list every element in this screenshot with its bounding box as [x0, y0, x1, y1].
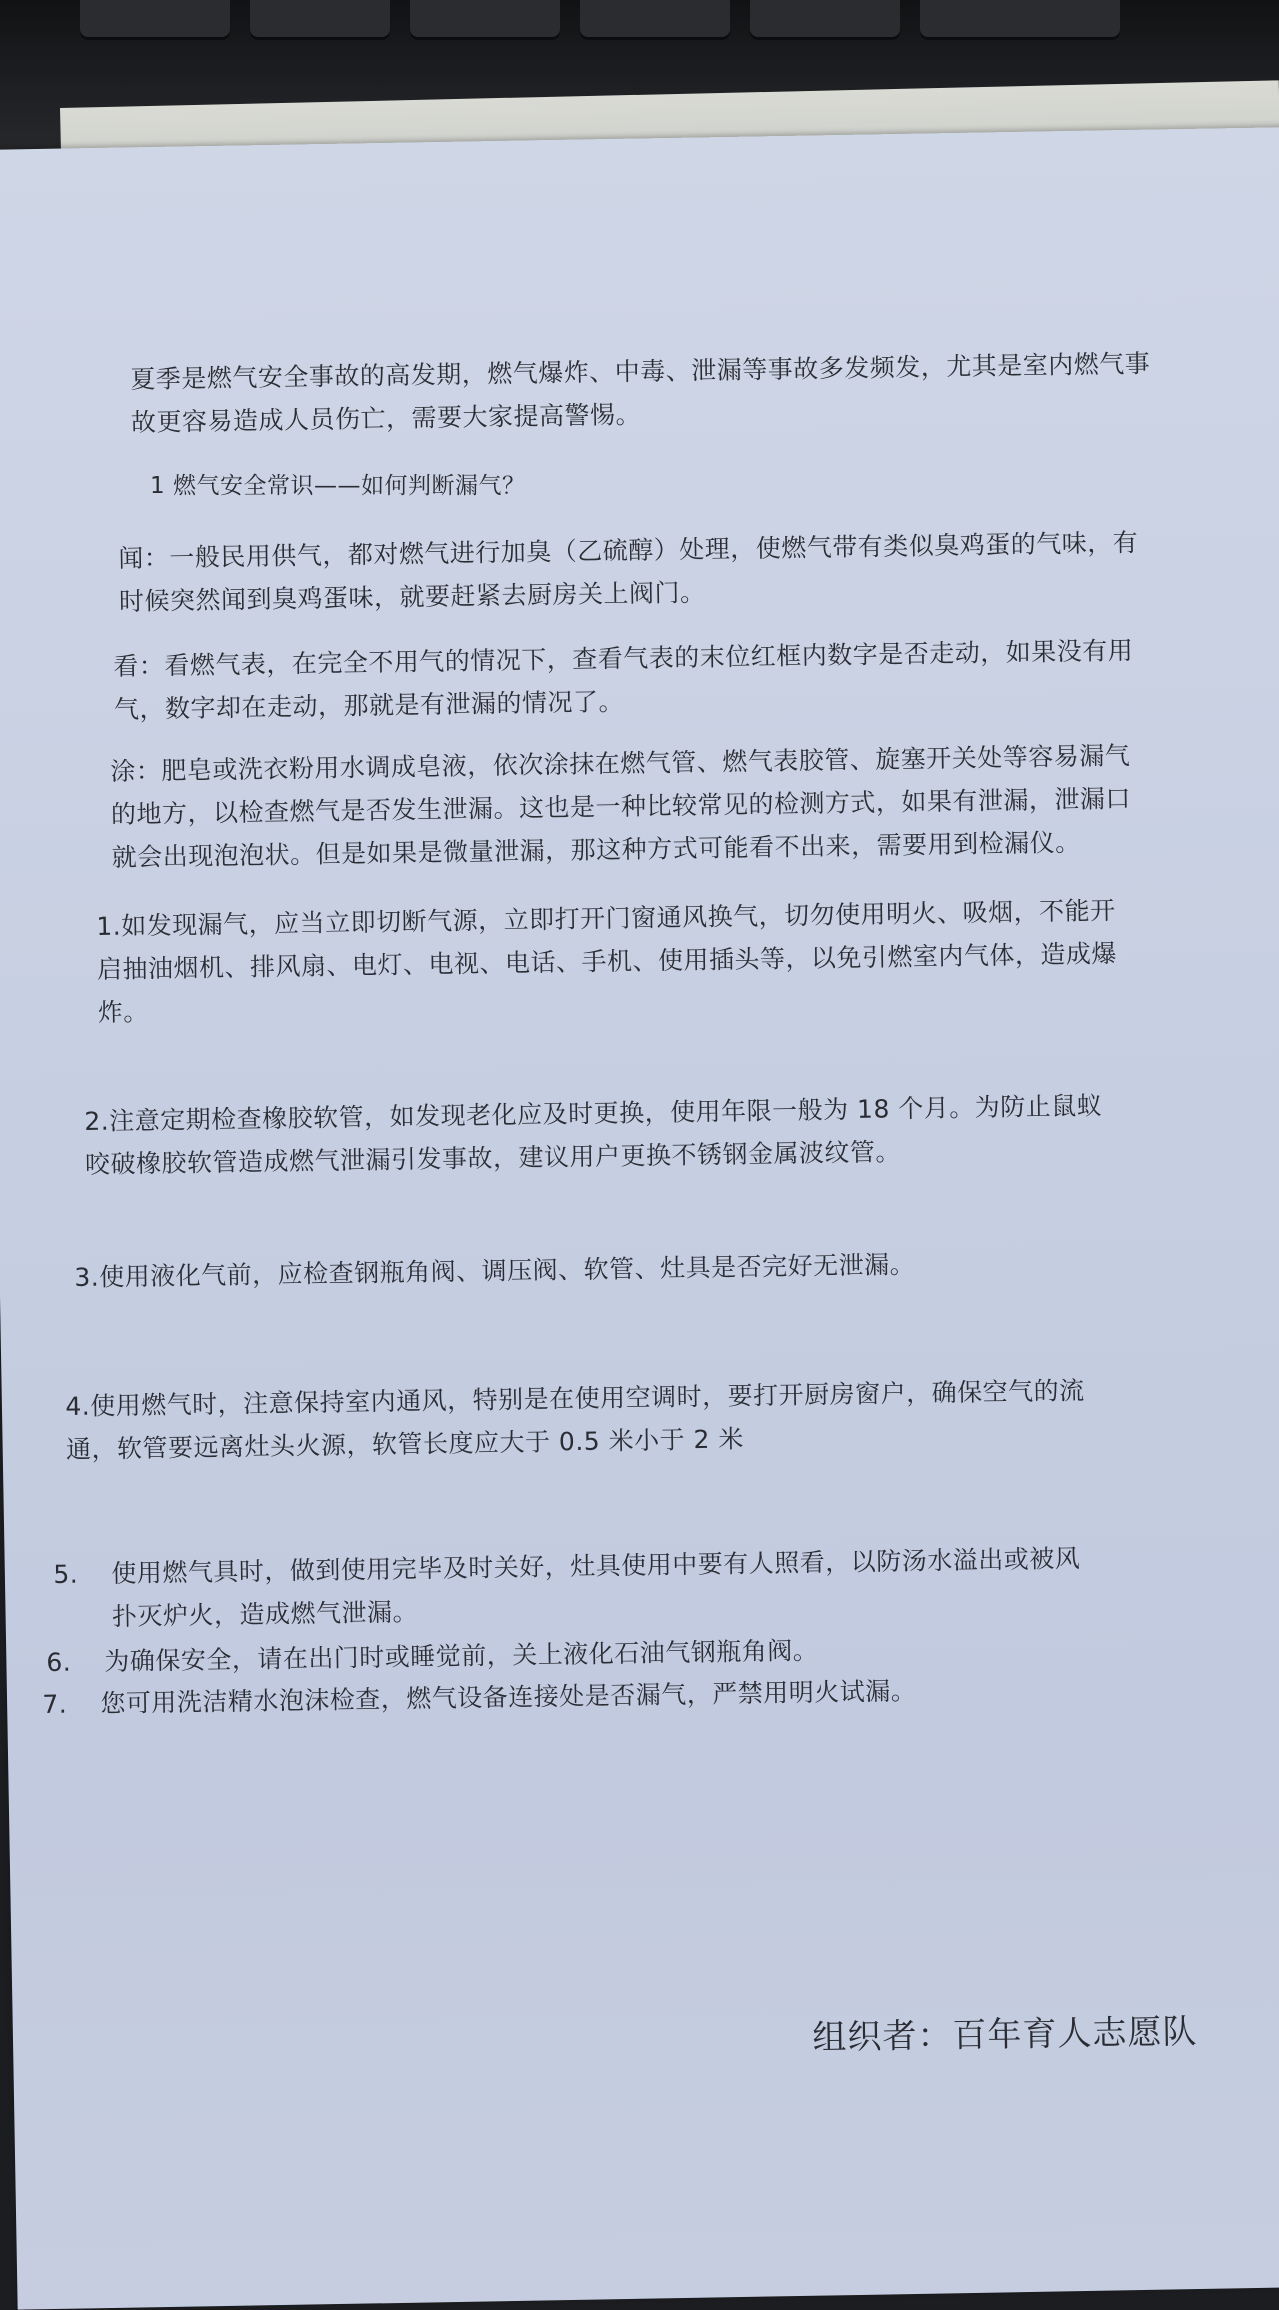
text-line: 故更容易造成人员伤亡，需要大家提高警惕。	[130, 399, 642, 437]
list-number: 7.	[42, 1689, 68, 1719]
text-line: 时候突然闻到臭鸡蛋味，就要赶紧去厨房关上阀门。	[118, 577, 706, 616]
text-line: 使用燃气具时，做到使用完毕及时关好，灶具使用中要有人照看，以防汤水溢出或被风	[111, 1543, 1081, 1589]
smell-paragraph	[118, 521, 1139, 623]
text-line: 夏季是燃气安全事故的高发期，燃气爆炸、中毒、泄漏等事故多发频发，尤其是室内燃气事	[130, 348, 1151, 394]
list-item-4	[65, 1369, 1086, 1471]
organizer-signature: 组织者：百年育人志愿队	[812, 2011, 1198, 2058]
text-line: 涂：肥皂或洗衣粉用水调成皂液，依次涂抹在燃气管、燃气表胶管、旋塞开关处等容易漏气	[110, 740, 1131, 786]
text-line: 1.如发现漏气，应当立即切断气源，立即打开门窗通风换气，切勿使用明火、吸烟，不能开	[96, 895, 1116, 941]
text-line: 扑灭炉火，造成燃气泄漏。	[111, 1597, 419, 1632]
text-line: 的地方，以检查燃气是否发生泄漏。这也是一种比较常见的检测方式，如果有泄漏，泄漏口	[110, 783, 1132, 829]
look-paragraph	[113, 629, 1134, 731]
text-line: 气，数字却在走动，那就是有泄漏的情况了。	[113, 686, 625, 724]
text-line: 闻：一般民用供气，都对燃气进行加臭（乙硫醇）处理，使燃气带有类似臭鸡蛋的气味，有	[118, 527, 1139, 573]
text-line: 2.注意定期检查橡胶软管，如发现老化应及时更换，使用年限一般为 18 个月。为防止鼠蚁	[84, 1091, 1103, 1136]
intro-paragraph	[130, 342, 1151, 444]
text-line: 看：看燃气表，在完全不用气的情况下，查看气表的末位红框内数字是否走动，如果没有用	[113, 635, 1134, 681]
smear-paragraph	[110, 734, 1132, 879]
list-item-2	[84, 1084, 1103, 1186]
section-title: 1 燃气安全常识——如何判断漏气？	[150, 473, 526, 499]
list-number: 6.	[46, 1647, 72, 1677]
list-item-1	[96, 889, 1118, 1034]
text-line: 启抽油烟机、排风扇、电灯、电视、电话、手机、使用插头等，以免引燃室内气体，造成爆	[96, 938, 1118, 984]
text-line: 炸。	[97, 997, 149, 1027]
text-line: 通，软管要远离灶头火源，软管长度应大于 0.5 米小于 2 米	[65, 1424, 745, 1464]
text-line: 为确保安全，请在出门时或睡觉前，关上液化石油气钢瓶角阀。	[104, 1635, 819, 1677]
text-line: 您可用洗洁精水泡沫检查，燃气设备连接处是否漏气，严禁用明火试漏。	[100, 1676, 917, 1719]
text-line: 咬破橡胶软管造成燃气泄漏引发事故，建议用户更换不锈钢金属波纹管。	[84, 1137, 902, 1179]
text-line: 3.使用液化气前，应检查钢瓶角阀、调压阀、软管、灶具是否完好无泄漏。	[74, 1249, 916, 1292]
text-line: 4.使用燃气时，注意保持室内通风，特别是在使用空调时，要打开厨房窗户，确保空气的流	[65, 1375, 1085, 1421]
list-item-3	[74, 1243, 915, 1299]
list-number: 5.	[53, 1559, 79, 1589]
text-line: 就会出现泡泡状。但是如果是微量泄漏，那这种方式可能看不出来，需要用到检漏仪。	[111, 827, 1081, 872]
